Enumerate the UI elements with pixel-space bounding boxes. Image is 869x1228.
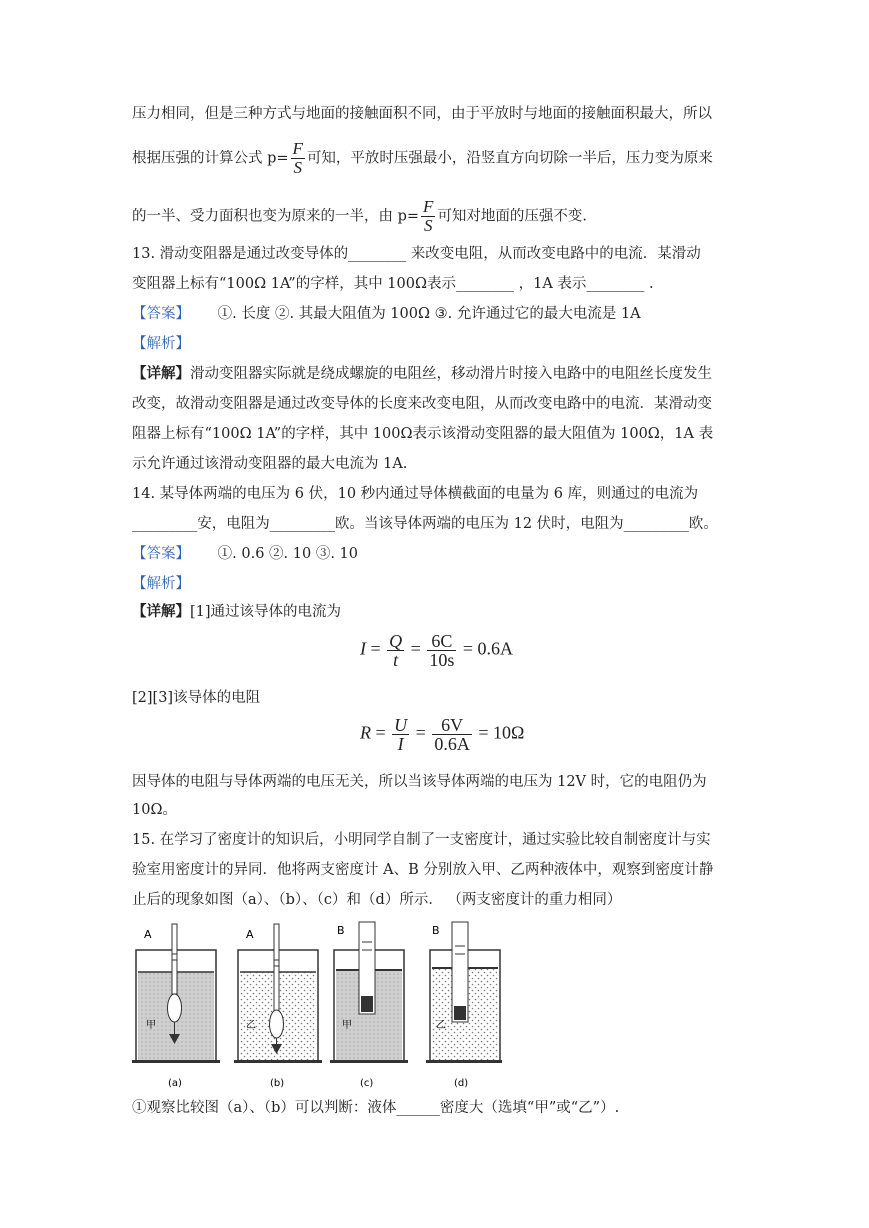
q14-detail: [2][3]该导体的电阻	[132, 690, 261, 706]
q13-detail: 阻器上标有“100Ω 1A”的字样，其中 100Ω表示该滑动变阻器的最大阻值为 100Ω，1A 表	[132, 426, 714, 442]
caption-b: (b)	[270, 1078, 285, 1089]
meter-label-b: A	[246, 928, 254, 941]
beaker-d	[426, 922, 502, 1089]
liquid-label-b: 乙	[246, 1020, 256, 1031]
q13-detail: 【详解】滑动变阻器实际就是绕成螺旋的电阻丝，移动滑片时接入电路中的电阻丝长度发生	[132, 365, 712, 382]
liquid-label-a: 甲	[146, 1020, 156, 1031]
detail-tag: 【详解】	[132, 603, 190, 620]
caption-a: (a)	[168, 1078, 182, 1089]
text-line: 的一半、受力面积也变为原来的一半，由 p= $\frac{F}{S}$ 可知对地面的压强不变.	[132, 197, 588, 235]
q14-detail: 10Ω。	[132, 802, 177, 818]
analysis-tag: 【解析】	[132, 576, 190, 592]
beaker-a	[132, 924, 220, 1089]
q14-line: 14. 某导体两端的电压为 6 伏，10 秒内通过导体横截面的电量为 6 库，则通过的电流为	[132, 486, 699, 502]
hydrometer-figure	[132, 920, 502, 1090]
q13-answer: 【答案】 ①. 长度 ②. 其最大阻值为 100Ω ③. 允许通过它的最大电流是 1A	[132, 306, 641, 322]
q14-detail: 因导体的电阻与导体两端的电压无关，所以当该导体两端的电压为 12V 时，它的电阻仍为	[132, 774, 707, 790]
q13-line: 变阻器上标有“100Ω 1A”的字样，其中 100Ω表示________ ，1A 表示________ .	[132, 276, 654, 292]
meter-label-d: B	[432, 924, 440, 937]
answer-tag: 【答案】	[132, 546, 190, 562]
fraction: $\frac{F}{S}$	[292, 139, 303, 177]
fraction: $\frac{F}{S}$	[423, 197, 434, 235]
liquid-label-d: 乙	[436, 1020, 446, 1031]
q14-line: _________安，电阻为_________欧。当该导体两端的电压为 12 伏时，电阻为_________欧。	[132, 516, 718, 532]
caption-c: (c)	[360, 1078, 374, 1089]
meter-label-a: A	[144, 928, 152, 941]
caption-d: (d)	[454, 1078, 469, 1089]
q13-line: 13. 滑动变阻器是通过改变导体的________ 来改变电阻，从而改变电路中的电流．某滑动	[132, 246, 701, 262]
beaker-c	[330, 922, 408, 1089]
q15-question: ①观察比较图（a）、（b）可以判断：液体______密度大（选填“甲”或“乙”）.	[132, 1100, 620, 1116]
beaker-b	[234, 924, 322, 1089]
meter-label-c: B	[337, 924, 345, 937]
q13-detail: 改变，故滑动变阻器是通过改变导体的长度来改变电阻，从而改变电路中的电流．某滑动变	[132, 396, 712, 412]
detail-tag: 【详解】	[132, 365, 190, 382]
text-line: 根据压强的计算公式 p= $\frac{F}{S}$ 可知，平放时压强最小，沿竖直方向切除一半后，压力变为原来	[132, 139, 713, 177]
resistance-equation: R = $\frac{U}{I}$ = $\frac{6V}{0.6A}$ = 10Ω	[360, 715, 525, 754]
text-line: 压力相同，但是三种方式与地面的接触面积不同，由于平放时与地面的接触面积最大，所以	[132, 106, 712, 122]
q13-detail: 示允许通过该滑动变阻器的最大电流为 1A.	[132, 456, 408, 472]
analysis-tag: 【解析】	[132, 336, 190, 352]
answer-tag: 【答案】	[132, 306, 190, 322]
q15-line: 验室用密度计的异同．他将两支密度计 A、B 分别放入甲、乙两种液体中，观察到密度计静	[132, 862, 714, 878]
q15-line: 15. 在学习了密度计的知识后，小明同学自制了一支密度计，通过实验比较自制密度计与实	[132, 832, 711, 848]
q14-answer: 【答案】 ①. 0.6 ②. 10 ③. 10	[132, 546, 358, 562]
liquid-label-c: 甲	[342, 1020, 352, 1031]
q14-detail: 【详解】[1]通过该导体的电流为	[132, 603, 342, 620]
current-equation: I = $\frac{Q}{t}$ = $\frac{6C}{10s}$ = 0.6A	[360, 631, 513, 670]
q15-line: 止后的现象如图（a）、（b）、（c）和（d）所示． （两支密度计的重力相同）	[132, 892, 622, 908]
